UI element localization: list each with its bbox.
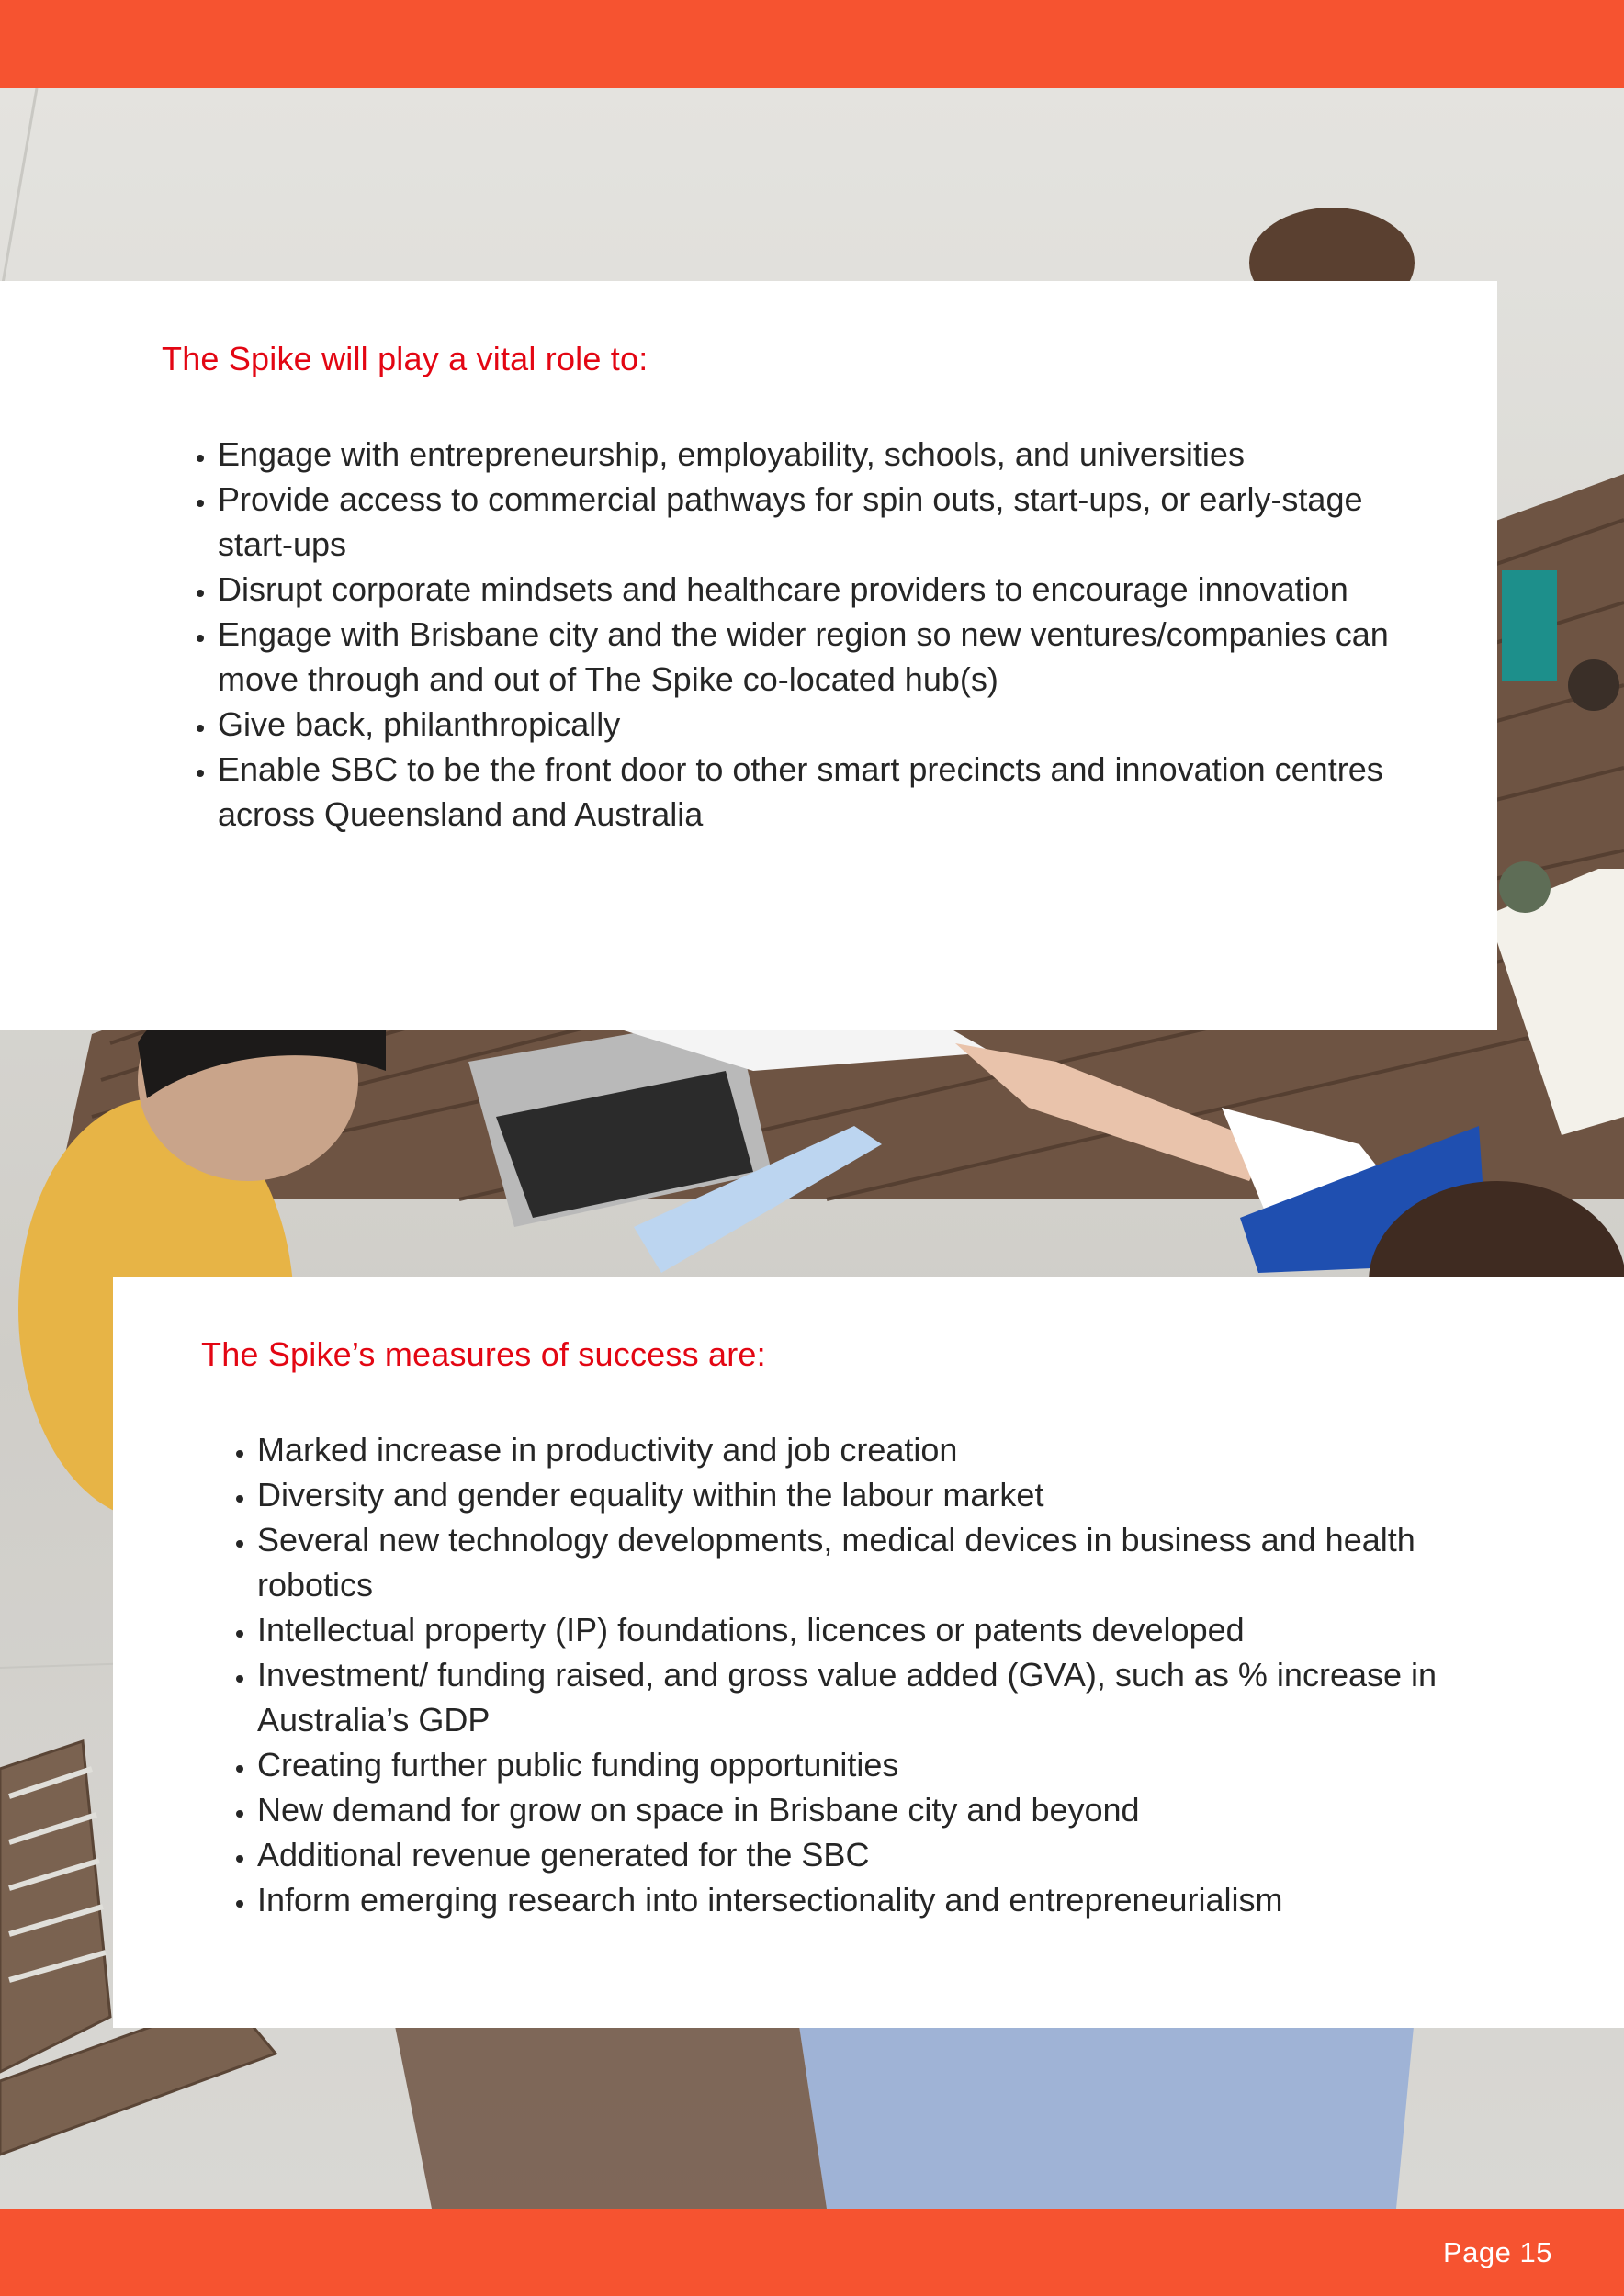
list-item: • Diversity and gender equality within the labour market — [257, 1472, 1506, 1517]
list-item: • Provide access to commercial pathways for spin outs, start-ups, or early-stage start-ups — [218, 477, 1439, 567]
list-item: • Engage with Brisbane city and the wider region so new ventures/companies can move through and out of The Spike co-located hub(s) — [218, 612, 1439, 702]
list-item: • Additional revenue generated for the SBC — [257, 1832, 1506, 1877]
measures-of-success-heading: The Spike’s measures of success are: — [201, 1335, 766, 1373]
list-item: • Several new technology developments, medical devices in business and health robotics — [257, 1517, 1506, 1607]
list-item: • Enable SBC to be the front door to other smart precincts and innovation centres across Queensland and Australia — [218, 747, 1439, 837]
vital-role-list — [163, 432, 1439, 837]
vital-role-card — [0, 281, 1497, 1030]
top-accent-bar — [0, 0, 1624, 88]
list-item: • Investment/ funding raised, and gross value added (GVA), such as % increase in Australia’s GDP — [257, 1652, 1506, 1742]
bottom-accent-bar — [0, 2209, 1624, 2296]
list-item: • Intellectual property (IP) foundations, licences or patents developed — [257, 1607, 1506, 1652]
list-item: • Creating further public funding opportunities — [257, 1742, 1506, 1787]
list-item: • Give back, philanthropically — [218, 702, 1439, 747]
list-item: • New demand for grow on space in Brisbane city and beyond — [257, 1787, 1506, 1832]
measures-of-success-card — [113, 1277, 1624, 2028]
page-number: Page 15 — [1443, 2236, 1552, 2268]
list-item: • Disrupt corporate mindsets and healthcare providers to encourage innovation — [218, 567, 1439, 612]
vital-role-heading: The Spike will play a vital role to: — [162, 340, 648, 377]
list-item: • Marked increase in productivity and job creation — [257, 1427, 1506, 1472]
measures-of-success-list — [202, 1427, 1506, 1922]
list-item: • Inform emerging research into intersectionality and entrepreneurialism — [257, 1877, 1506, 1922]
list-item: • Engage with entrepreneurship, employability, schools, and universities — [218, 432, 1439, 477]
